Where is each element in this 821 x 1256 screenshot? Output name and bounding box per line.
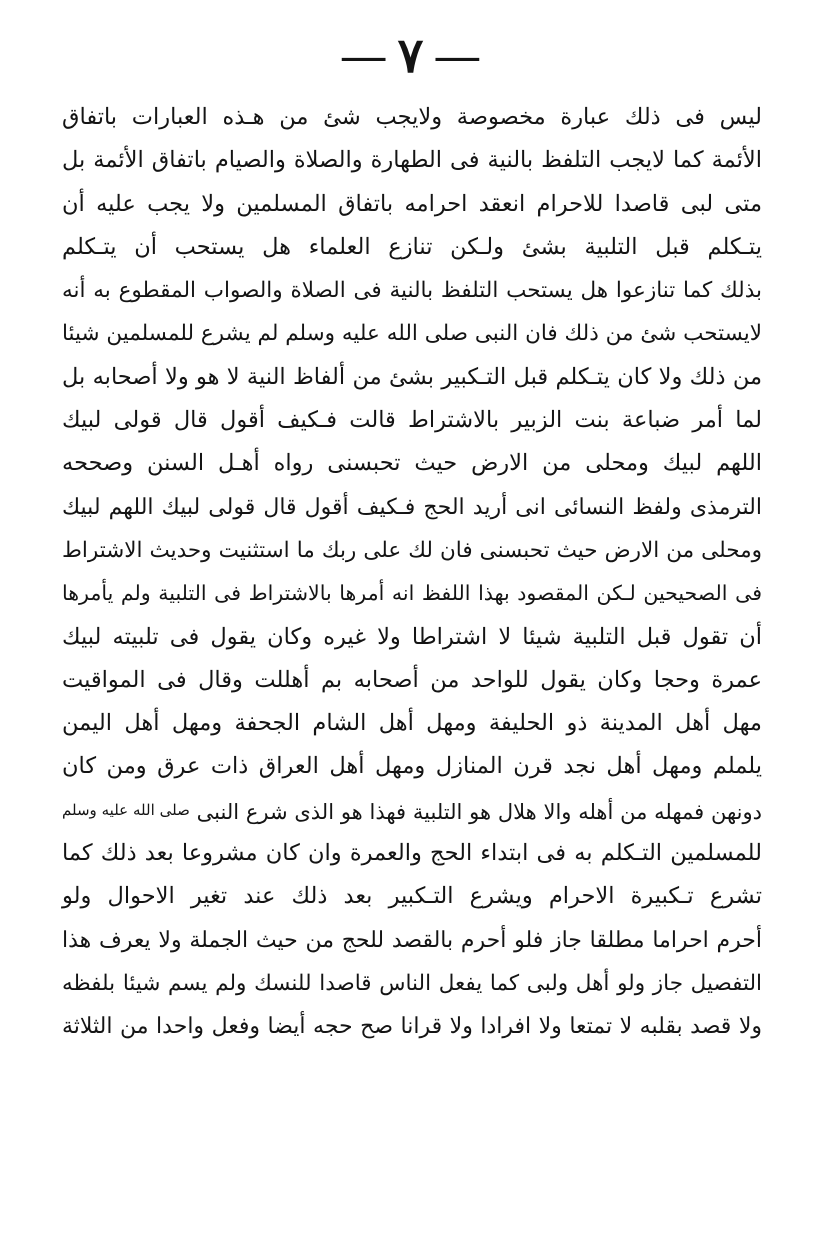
text-line-20: أحرم احراما مطلقا جاز فلو أحرم بالقصد للحج من حيث الجملة ولا يعرف هذا [62, 927, 762, 953]
text-line-9: اللهم لبيك ومحلى من الارض حيث تحبسنى رواه أهـل السنن وصححه [62, 450, 762, 477]
text-line-13: أن تقول قبل التلبية شيئا لا اشتراطا ولا غيره وكان يقول فى تلبيته لبيك [62, 623, 762, 650]
header-dash-left: — [339, 28, 388, 84]
text-line-6: لايستحب شئ من ذلك فان النبى صلى الله عليه وسلم لم يشرع للمسلمين شيئا [61, 321, 762, 347]
text-line-3: متى لبى قاصدا للاحرام انعقد احرامه باتفاق المسلمين ولا يجب عليه أن [62, 190, 762, 217]
text-line-17-main: دونهن فمهله من أهله والا هلال هو التلبية فهذا هو الذى شرع النبى [196, 799, 763, 824]
salutation-ligature: صلى الله عليه وسلم [62, 800, 190, 819]
text-line-10: الترمذى ولفظ النسائى انى أريد الحج فـكيف أقول قال قولى لبيك اللهم لبيك [62, 494, 762, 520]
header-dash-right: — [433, 28, 482, 84]
text-line-4: يتـكلم قبل التلبية بشئ ولـكن تنازع العلماء هل يستحب أن يتـكلم [62, 233, 762, 260]
text-line-8: لما أمر ضباعة بنت الزبير بالاشتراط قالت فـكيف أقول قال قولى لبيك [62, 407, 762, 434]
text-line-16: يلملم ومهل أهل نجد قرن المنازل ومهل أهل العراق ذات عرق ومن كان [62, 753, 762, 780]
text-line-11: ومحلى من الارض حيث تحبسنى فان لك على ربك ما استثنيت وحديث الاشتراط [62, 537, 762, 563]
text-line-5: بذلك كما تنازعوا هل يستحب التلفظ بالنية فى الصلاة والصواب المقطوع به أنه [62, 278, 762, 304]
text-line-1: ليس فى ذلك عبارة مخصوصة ولايجب شئ من هـذه العبارات باتفاق [62, 104, 762, 130]
text-line-14: عمرة وحجا وكان يقول للواحد من أصحابه بم أهللت وقال فى المواقيت [62, 666, 762, 693]
text-line-17 [62, 789, 762, 832]
text-line-12: فى الصحيحين لـكن المقصود بهذا اللفظ انه أمرها بالاشتراط فى التلبية ولم يأمرها [62, 581, 762, 606]
text-line-18: للمسلمين التـكلم به فى ابتداء الحج والعمرة وان كان مشروعا بعد ذلك كما [62, 840, 762, 867]
page-number-header [0, 28, 821, 84]
page-number: ٧ [397, 28, 424, 84]
text-line-15: مهل أهل المدينة ذو الحليفة ومهل أهل الشام الجحفة ومهل أهل اليمن [62, 710, 762, 737]
text-line-19: تشرع تـكبيرة الاحرام ويشرع التـكبير بعد ذلك عند تغير الاحوال ولو [62, 883, 762, 910]
body-text [62, 96, 762, 1049]
text-line-22: ولا قصد بقلبه لا تمتعا ولا افرادا ولا قرانا صح حجه أيضا وفعل واحدا من الثلاثة [62, 1014, 762, 1040]
text-line-7: من ذلك ولا كان يتـكلم قبل التـكبير بشئ من ألفاظ النية لا هو ولا أصحابه بل [62, 363, 762, 390]
text-line-21: التفصيل جاز ولو أهل ولبى كما يفعل الناس قاصدا للنسك ولم يسم شيئا بلفظه [62, 970, 762, 996]
text-line-2: الأئمة كما لايجب التلفظ بالنية فى الطهارة والصلاة والصيام باتفاق الأئمة بل [62, 147, 762, 174]
